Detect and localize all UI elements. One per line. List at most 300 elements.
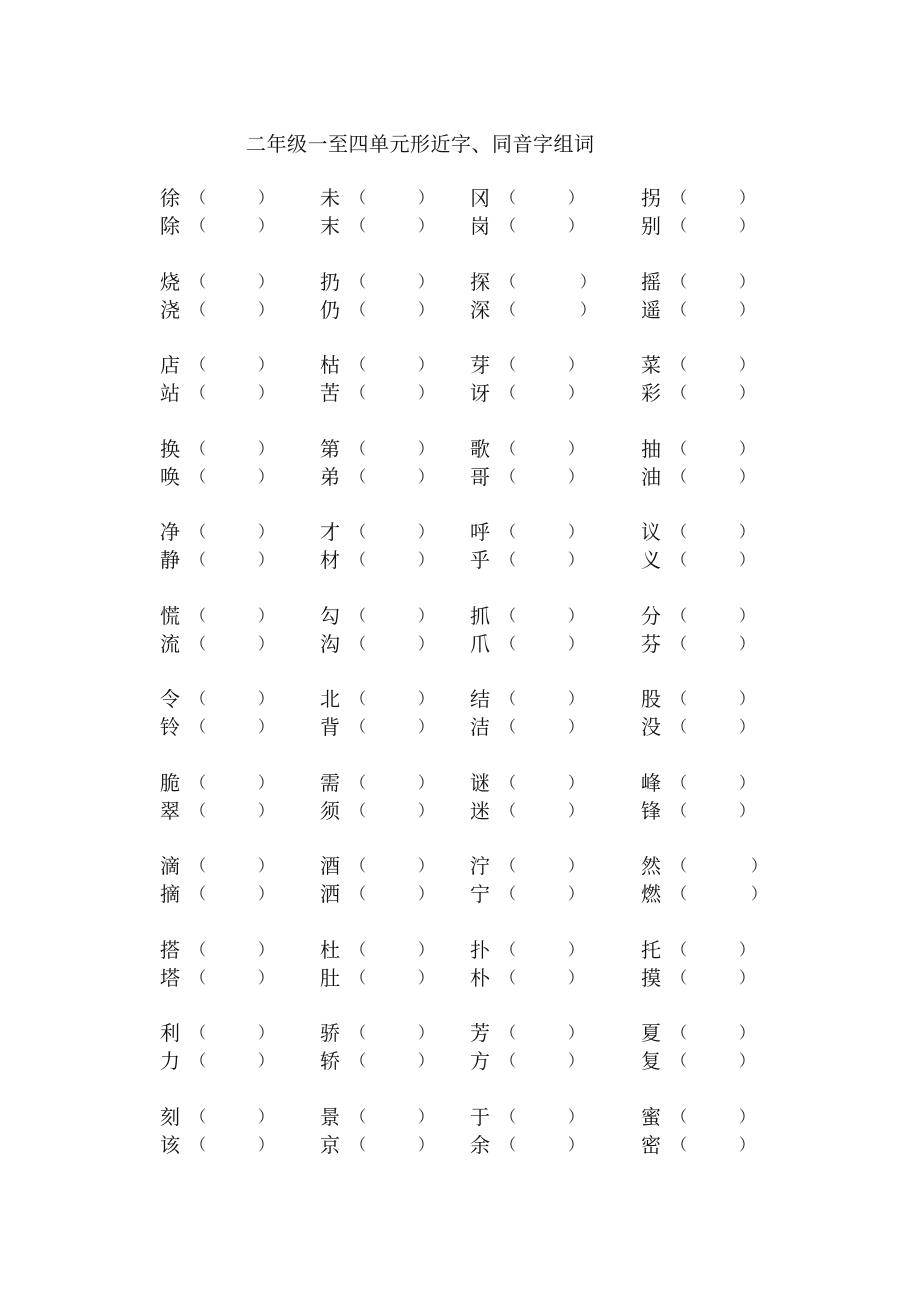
base-character: 枯	[320, 353, 340, 377]
blank-close-paren: ）	[751, 884, 768, 903]
blank-open-paren: （	[500, 272, 517, 291]
blank-close-paren: ）	[568, 940, 585, 959]
char-group-line	[0, 435, 920, 463]
blank-close-paren: ）	[258, 300, 275, 319]
base-character: 摸	[641, 966, 661, 990]
blank-close-paren: ）	[258, 773, 275, 792]
blank-close-paren: ）	[258, 439, 275, 458]
base-character: 仍	[320, 298, 340, 322]
base-character: 京	[320, 1133, 340, 1157]
blank-close-paren: ）	[258, 634, 275, 653]
blank-open-paren: （	[190, 884, 207, 903]
blank-open-paren: （	[671, 1051, 688, 1070]
base-character: 搭	[160, 938, 180, 962]
blank-close-paren: ）	[568, 522, 585, 541]
blank-open-paren: （	[350, 1135, 367, 1154]
blank-open-paren: （	[190, 300, 207, 319]
blank-close-paren: ）	[751, 856, 768, 875]
base-character: 深	[470, 298, 490, 322]
blank-open-paren: （	[500, 1107, 517, 1126]
char-group-line	[0, 268, 920, 296]
blank-close-paren: ）	[418, 188, 435, 207]
char-group-line	[0, 463, 920, 491]
blank-close-paren: ）	[258, 717, 275, 736]
blank-open-paren: （	[190, 717, 207, 736]
blank-open-paren: （	[350, 884, 367, 903]
blank-open-paren: （	[671, 272, 688, 291]
blank-close-paren: ）	[568, 439, 585, 458]
blank-close-paren: ）	[418, 467, 435, 486]
blank-close-paren: ）	[418, 968, 435, 987]
blank-close-paren: ）	[739, 1107, 756, 1126]
base-character: 景	[320, 1105, 340, 1129]
char-group-line	[0, 379, 920, 407]
char-group-line	[0, 685, 920, 713]
base-character: 才	[320, 520, 340, 544]
blank-close-paren: ）	[258, 550, 275, 569]
base-character: 需	[320, 771, 340, 795]
blank-open-paren: （	[350, 188, 367, 207]
base-character: 酒	[320, 854, 340, 878]
blank-close-paren: ）	[258, 188, 275, 207]
blank-open-paren: （	[500, 522, 517, 541]
blank-close-paren: ）	[739, 968, 756, 987]
blank-open-paren: （	[671, 216, 688, 235]
blank-open-paren: （	[671, 1135, 688, 1154]
char-group-line	[0, 1131, 920, 1159]
blank-open-paren: （	[190, 968, 207, 987]
base-character: 呼	[470, 520, 490, 544]
blank-open-paren: （	[190, 355, 207, 374]
blank-close-paren: ）	[258, 522, 275, 541]
blank-close-paren: ）	[568, 355, 585, 374]
blank-open-paren: （	[350, 355, 367, 374]
blank-open-paren: （	[190, 634, 207, 653]
blank-open-paren: （	[350, 1051, 367, 1070]
base-character: 刻	[160, 1105, 180, 1129]
char-group	[0, 852, 920, 912]
blank-close-paren: ）	[739, 1051, 756, 1070]
base-character: 换	[160, 437, 180, 461]
base-character: 流	[160, 632, 180, 656]
base-character: 弟	[320, 465, 340, 489]
blank-close-paren: ）	[739, 550, 756, 569]
blank-open-paren: （	[500, 1051, 517, 1070]
blank-open-paren: （	[500, 1135, 517, 1154]
blank-open-paren: （	[350, 856, 367, 875]
blank-close-paren: ）	[739, 717, 756, 736]
blank-close-paren: ）	[418, 383, 435, 402]
char-group	[0, 1019, 920, 1079]
blank-open-paren: （	[350, 467, 367, 486]
char-group	[0, 1103, 920, 1163]
blank-open-paren: （	[190, 216, 207, 235]
base-character: 探	[470, 270, 490, 294]
base-character: 燃	[641, 882, 661, 906]
blank-open-paren: （	[671, 300, 688, 319]
blank-close-paren: ）	[258, 272, 275, 291]
blank-open-paren: （	[500, 634, 517, 653]
char-group-line	[0, 546, 920, 574]
base-character: 菜	[641, 353, 661, 377]
blank-open-paren: （	[190, 188, 207, 207]
base-character: 爪	[470, 632, 490, 656]
blank-close-paren: ）	[739, 188, 756, 207]
blank-close-paren: ）	[739, 801, 756, 820]
blank-close-paren: ）	[568, 1107, 585, 1126]
blank-close-paren: ）	[258, 801, 275, 820]
blank-open-paren: （	[350, 717, 367, 736]
blank-open-paren: （	[500, 968, 517, 987]
blank-open-paren: （	[500, 689, 517, 708]
blank-close-paren: ）	[739, 439, 756, 458]
base-character: 义	[641, 548, 661, 572]
blank-close-paren: ）	[739, 355, 756, 374]
base-character: 歌	[470, 437, 490, 461]
blank-open-paren: （	[671, 383, 688, 402]
base-character: 烧	[160, 270, 180, 294]
base-character: 复	[641, 1049, 661, 1073]
blank-open-paren: （	[500, 801, 517, 820]
base-character: 苦	[320, 381, 340, 405]
base-character: 骄	[320, 1021, 340, 1045]
base-character: 铃	[160, 715, 180, 739]
blank-open-paren: （	[500, 884, 517, 903]
blank-close-paren: ）	[418, 773, 435, 792]
blank-close-paren: ）	[739, 634, 756, 653]
blank-open-paren: （	[190, 606, 207, 625]
blank-open-paren: （	[500, 1023, 517, 1042]
char-group	[0, 351, 920, 411]
blank-open-paren: （	[671, 968, 688, 987]
char-group-line	[0, 1019, 920, 1047]
blank-open-paren: （	[190, 522, 207, 541]
blank-close-paren: ）	[568, 856, 585, 875]
base-character: 岗	[470, 214, 490, 238]
blank-close-paren: ）	[568, 689, 585, 708]
blank-open-paren: （	[350, 606, 367, 625]
char-group-line	[0, 936, 920, 964]
blank-close-paren: ）	[418, 1135, 435, 1154]
blank-close-paren: ）	[418, 355, 435, 374]
blank-close-paren: ）	[580, 300, 597, 319]
blank-close-paren: ）	[568, 606, 585, 625]
base-character: 塔	[160, 966, 180, 990]
blank-close-paren: ）	[739, 467, 756, 486]
worksheet-title: 二年级一至四单元形近字、同音字组词	[246, 132, 595, 156]
blank-close-paren: ）	[568, 1023, 585, 1042]
base-character: 轿	[320, 1049, 340, 1073]
blank-open-paren: （	[500, 300, 517, 319]
base-character: 宁	[470, 882, 490, 906]
blank-close-paren: ）	[258, 1023, 275, 1042]
base-character: 结	[470, 687, 490, 711]
blank-open-paren: （	[500, 717, 517, 736]
blank-close-paren: ）	[418, 550, 435, 569]
blank-close-paren: ）	[739, 383, 756, 402]
base-character: 第	[320, 437, 340, 461]
blank-open-paren: （	[350, 522, 367, 541]
blank-close-paren: ）	[258, 216, 275, 235]
base-character: 芽	[470, 353, 490, 377]
base-character: 摇	[641, 270, 661, 294]
base-character: 峰	[641, 771, 661, 795]
blank-close-paren: ）	[418, 689, 435, 708]
blank-close-paren: ）	[568, 968, 585, 987]
base-character: 材	[320, 548, 340, 572]
base-character: 密	[641, 1133, 661, 1157]
base-character: 洒	[320, 882, 340, 906]
blank-open-paren: （	[500, 355, 517, 374]
base-character: 除	[160, 214, 180, 238]
blank-open-paren: （	[190, 1135, 207, 1154]
blank-close-paren: ）	[418, 606, 435, 625]
blank-close-paren: ）	[418, 1023, 435, 1042]
blank-open-paren: （	[671, 522, 688, 541]
base-character: 静	[160, 548, 180, 572]
blank-close-paren: ）	[258, 383, 275, 402]
base-character: 哥	[470, 465, 490, 489]
blank-open-paren: （	[500, 467, 517, 486]
blank-close-paren: ）	[739, 300, 756, 319]
base-character: 遥	[641, 298, 661, 322]
blank-close-paren: ）	[580, 272, 597, 291]
blank-close-paren: ）	[258, 689, 275, 708]
blank-close-paren: ）	[418, 1107, 435, 1126]
blank-open-paren: （	[190, 439, 207, 458]
char-group-line	[0, 1047, 920, 1075]
blank-open-paren: （	[671, 606, 688, 625]
blank-open-paren: （	[671, 467, 688, 486]
base-character: 令	[160, 687, 180, 711]
blank-close-paren: ）	[418, 272, 435, 291]
base-character: 肚	[320, 966, 340, 990]
base-character: 乎	[470, 548, 490, 572]
blank-open-paren: （	[671, 1023, 688, 1042]
blank-close-paren: ）	[568, 717, 585, 736]
blank-open-paren: （	[350, 272, 367, 291]
base-character: 摘	[160, 882, 180, 906]
blank-open-paren: （	[500, 550, 517, 569]
base-character: 洁	[470, 715, 490, 739]
blank-open-paren: （	[671, 856, 688, 875]
blank-close-paren: ）	[739, 1023, 756, 1042]
blank-close-paren: ）	[568, 634, 585, 653]
base-character: 方	[470, 1049, 490, 1073]
base-character: 勾	[320, 604, 340, 628]
blank-close-paren: ）	[258, 884, 275, 903]
base-character: 利	[160, 1021, 180, 1045]
blank-close-paren: ）	[739, 522, 756, 541]
base-character: 冈	[470, 186, 490, 210]
blank-close-paren: ）	[258, 1107, 275, 1126]
blank-close-paren: ）	[418, 940, 435, 959]
base-character: 唤	[160, 465, 180, 489]
base-character: 慌	[160, 604, 180, 628]
blank-close-paren: ）	[418, 634, 435, 653]
blank-open-paren: （	[500, 773, 517, 792]
blank-open-paren: （	[350, 216, 367, 235]
blank-open-paren: （	[500, 188, 517, 207]
blank-open-paren: （	[190, 689, 207, 708]
char-group-line	[0, 351, 920, 379]
blank-close-paren: ）	[568, 1051, 585, 1070]
base-character: 抽	[641, 437, 661, 461]
blank-open-paren: （	[190, 550, 207, 569]
blank-close-paren: ）	[258, 940, 275, 959]
base-character: 然	[641, 854, 661, 878]
base-character: 站	[160, 381, 180, 405]
blank-open-paren: （	[350, 773, 367, 792]
char-group-line	[0, 713, 920, 741]
blank-open-paren: （	[500, 383, 517, 402]
base-character: 滴	[160, 854, 180, 878]
blank-open-paren: （	[671, 689, 688, 708]
blank-close-paren: ）	[568, 773, 585, 792]
blank-close-paren: ）	[568, 1135, 585, 1154]
blank-open-paren: （	[350, 383, 367, 402]
base-character: 拐	[641, 186, 661, 210]
base-character: 芳	[470, 1021, 490, 1045]
blank-open-paren: （	[350, 1023, 367, 1042]
blank-close-paren: ）	[258, 355, 275, 374]
char-group-line	[0, 602, 920, 630]
char-group-line	[0, 630, 920, 658]
blank-close-paren: ）	[258, 606, 275, 625]
blank-open-paren: （	[500, 606, 517, 625]
blank-open-paren: （	[671, 634, 688, 653]
char-group	[0, 268, 920, 328]
base-character: 浇	[160, 298, 180, 322]
blank-open-paren: （	[500, 439, 517, 458]
blank-open-paren: （	[350, 689, 367, 708]
char-group-line	[0, 1103, 920, 1131]
blank-open-paren: （	[671, 355, 688, 374]
blank-close-paren: ）	[418, 439, 435, 458]
base-character: 未	[320, 186, 340, 210]
blank-open-paren: （	[671, 1107, 688, 1126]
blank-close-paren: ）	[418, 884, 435, 903]
base-character: 力	[160, 1049, 180, 1073]
char-group	[0, 602, 920, 662]
char-group-line	[0, 518, 920, 546]
blank-open-paren: （	[190, 856, 207, 875]
base-character: 讶	[470, 381, 490, 405]
blank-open-paren: （	[190, 467, 207, 486]
blank-close-paren: ）	[739, 606, 756, 625]
blank-open-paren: （	[190, 801, 207, 820]
base-character: 股	[641, 687, 661, 711]
blank-open-paren: （	[190, 1023, 207, 1042]
blank-close-paren: ）	[258, 1051, 275, 1070]
blank-open-paren: （	[671, 188, 688, 207]
base-character: 翠	[160, 799, 180, 823]
blank-open-paren: （	[190, 940, 207, 959]
blank-close-paren: ）	[568, 383, 585, 402]
base-character: 抓	[470, 604, 490, 628]
char-group	[0, 769, 920, 829]
base-character: 谜	[470, 771, 490, 795]
base-character: 于	[470, 1105, 490, 1129]
blank-close-paren: ）	[258, 968, 275, 987]
blank-close-paren: ）	[568, 550, 585, 569]
base-character: 托	[641, 938, 661, 962]
base-character: 扑	[470, 938, 490, 962]
base-character: 杜	[320, 938, 340, 962]
blank-close-paren: ）	[568, 188, 585, 207]
char-group	[0, 518, 920, 578]
blank-close-paren: ）	[568, 801, 585, 820]
base-character: 北	[320, 687, 340, 711]
blank-close-paren: ）	[258, 1135, 275, 1154]
char-group-line	[0, 184, 920, 212]
char-group	[0, 184, 920, 244]
base-character: 油	[641, 465, 661, 489]
blank-open-paren: （	[350, 801, 367, 820]
blank-close-paren: ）	[418, 300, 435, 319]
base-character: 没	[641, 715, 661, 739]
blank-open-paren: （	[671, 550, 688, 569]
blank-open-paren: （	[671, 801, 688, 820]
blank-close-paren: ）	[258, 467, 275, 486]
base-character: 别	[641, 214, 661, 238]
base-character: 徐	[160, 186, 180, 210]
blank-open-paren: （	[190, 1051, 207, 1070]
blank-open-paren: （	[350, 550, 367, 569]
blank-open-paren: （	[350, 1107, 367, 1126]
blank-close-paren: ）	[739, 1135, 756, 1154]
base-character: 蜜	[641, 1105, 661, 1129]
blank-open-paren: （	[350, 940, 367, 959]
blank-close-paren: ）	[258, 856, 275, 875]
blank-open-paren: （	[500, 856, 517, 875]
base-character: 余	[470, 1133, 490, 1157]
base-character: 沟	[320, 632, 340, 656]
blank-close-paren: ）	[739, 216, 756, 235]
base-character: 净	[160, 520, 180, 544]
blank-open-paren: （	[671, 940, 688, 959]
base-character: 议	[641, 520, 661, 544]
blank-open-paren: （	[671, 884, 688, 903]
blank-open-paren: （	[190, 383, 207, 402]
blank-open-paren: （	[190, 1107, 207, 1126]
blank-close-paren: ）	[418, 717, 435, 736]
base-character: 该	[160, 1133, 180, 1157]
blank-close-paren: ）	[568, 467, 585, 486]
base-character: 夏	[641, 1021, 661, 1045]
blank-close-paren: ）	[739, 689, 756, 708]
char-group-line	[0, 797, 920, 825]
blank-close-paren: ）	[568, 884, 585, 903]
blank-close-paren: ）	[739, 773, 756, 792]
blank-open-paren: （	[190, 773, 207, 792]
blank-close-paren: ）	[568, 216, 585, 235]
blank-open-paren: （	[500, 216, 517, 235]
base-character: 脆	[160, 771, 180, 795]
blank-close-paren: ）	[418, 801, 435, 820]
blank-open-paren: （	[350, 634, 367, 653]
blank-close-paren: ）	[418, 216, 435, 235]
base-character: 芬	[641, 632, 661, 656]
blank-open-paren: （	[350, 439, 367, 458]
base-character: 扔	[320, 270, 340, 294]
char-group-line	[0, 769, 920, 797]
base-character: 店	[160, 353, 180, 377]
blank-close-paren: ）	[418, 1051, 435, 1070]
char-group	[0, 936, 920, 996]
base-character: 泞	[470, 854, 490, 878]
blank-open-paren: （	[190, 272, 207, 291]
